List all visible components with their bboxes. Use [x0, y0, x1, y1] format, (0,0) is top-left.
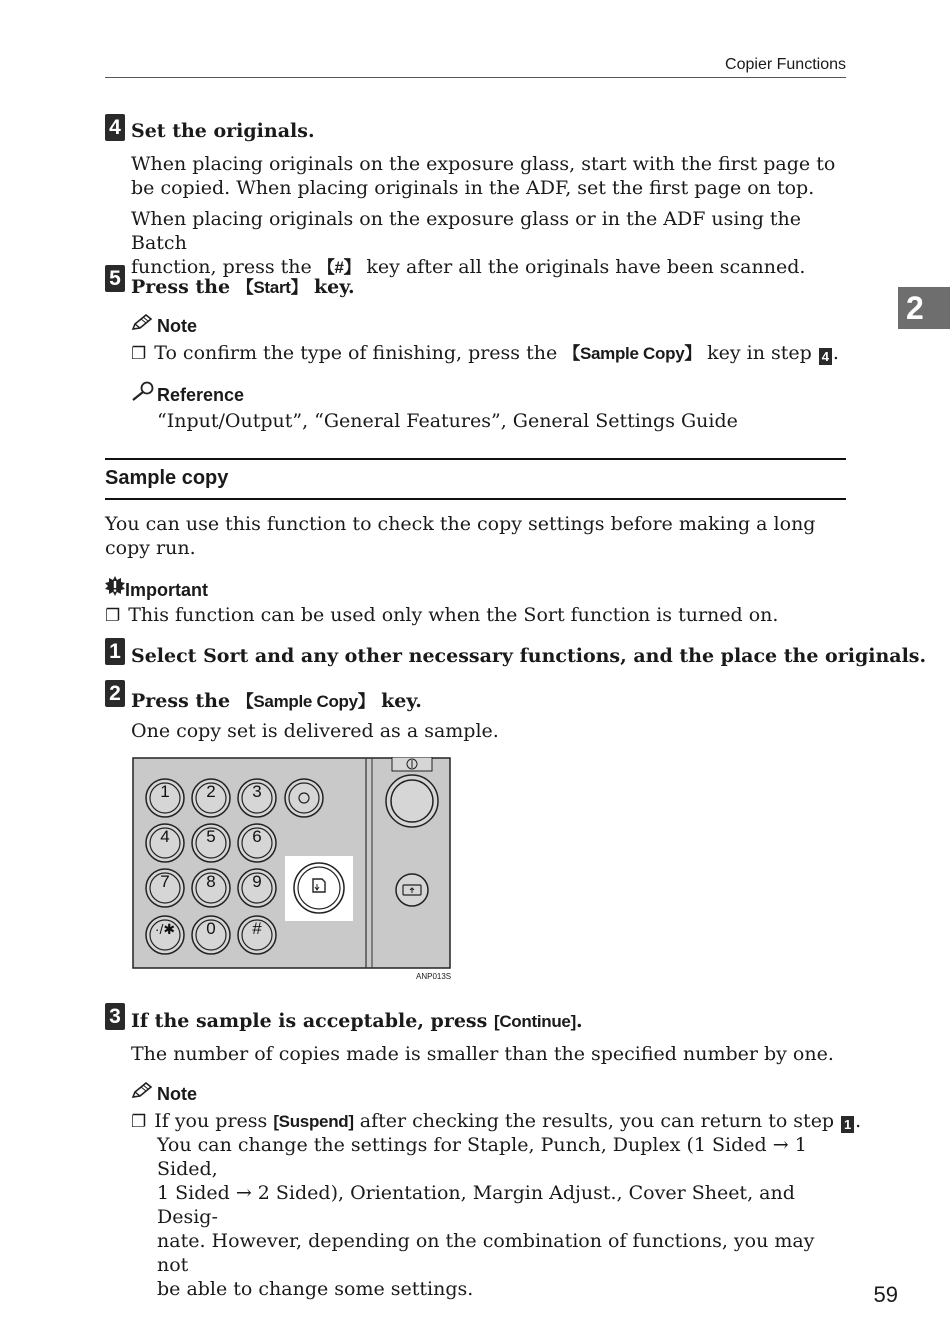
- start-key: [386, 757, 438, 827]
- paragraph-line: When placing originals on the exposure glass or in the ADF using the Batch: [131, 208, 802, 254]
- note-heading: Note: [131, 1082, 197, 1105]
- keypad-key-label: 2: [206, 782, 216, 801]
- magnifier-icon: [131, 381, 153, 406]
- keypad-key-label: 9: [252, 872, 262, 891]
- start-key-label: 【Start】: [236, 278, 308, 297]
- keypad-key: [192, 869, 230, 907]
- step-reference-4: 4: [819, 348, 832, 365]
- step-title: Press the 【Start】 key.: [131, 276, 355, 298]
- keypad-key: [192, 824, 230, 862]
- keypad-key: [192, 916, 230, 954]
- figure-caption: ANP013S: [416, 972, 452, 981]
- keypad-key-label: 1: [160, 782, 170, 801]
- important-heading: Important: [105, 576, 208, 601]
- paragraph-line: function, press the 【#】 key after all the originals have been scanned.: [131, 256, 806, 278]
- note-line: nate. However, depending on the combination of functions, you may not: [157, 1230, 815, 1276]
- checkbox-bullet-icon: ❐: [131, 1112, 147, 1132]
- keypad-key-label: 8: [206, 872, 216, 891]
- note-line: be able to change some settings.: [157, 1278, 474, 1300]
- continue-key-label: [Continue]: [493, 1012, 576, 1031]
- clear-stop-key: [285, 779, 323, 817]
- reference-heading: Reference: [131, 381, 244, 406]
- step-number-4: 4: [105, 114, 125, 141]
- keypad-key: [238, 869, 276, 907]
- step-title: Set the originals.: [131, 120, 315, 142]
- note-heading: Note: [131, 314, 197, 337]
- control-panel-illustration: [132, 757, 452, 970]
- page-number: 59: [873, 1282, 898, 1307]
- step-title: If the sample is acceptable, press [Continue].: [131, 1010, 583, 1032]
- header-rule: [105, 77, 846, 78]
- step-number-2: 2: [105, 680, 125, 707]
- keypad-key-label: 7: [160, 872, 170, 891]
- important-bullet: ❐ This function can be used only when the Sort function is turned on.: [105, 604, 779, 626]
- keypad-key-label: 0: [206, 919, 216, 938]
- reference-text: “Input/Output”, “General Features”, General Settings Guide: [157, 410, 738, 432]
- keypad-key-label: 5: [206, 827, 216, 846]
- interrupt-key: [396, 874, 428, 906]
- step-number-3: 3: [105, 1003, 125, 1030]
- suspend-key-label: [Suspend]: [273, 1112, 354, 1131]
- checkbox-bullet-icon: ❐: [131, 344, 147, 364]
- keypad-key-label: 4: [160, 827, 170, 846]
- note-bullet: ❐ To confirm the type of finishing, press the 【Sample Copy】 key in step 4 .: [131, 342, 839, 364]
- section-intro: You can use this function to check the copy settings before making a long copy run.: [105, 513, 816, 559]
- keypad-key: [146, 824, 184, 862]
- section-rule-top: [105, 458, 846, 460]
- step-number-1: 1: [105, 638, 125, 665]
- keypad-key: [192, 779, 230, 817]
- chapter-tab: 2: [898, 287, 950, 329]
- keypad-key-label: #: [252, 919, 262, 938]
- keypad-key-label: 6: [252, 827, 262, 846]
- hash-key-label: 【#】: [317, 258, 361, 277]
- keypad-key: [146, 916, 184, 954]
- checkbox-bullet-icon: ❐: [105, 606, 121, 626]
- step-reference-1: 1: [841, 1116, 854, 1133]
- keypad-key-label: 3: [252, 782, 262, 801]
- step-paragraph: When placing originals on the exposure glass, start with the first page to be copied. When placing originals in the ADF, set the first page on top.: [131, 153, 836, 199]
- pencil-icon: [131, 314, 153, 337]
- keypad-key: [238, 824, 276, 862]
- keypad-key: [238, 779, 276, 817]
- step-title: Select Sort and any other necessary functions, and the place the originals.: [131, 645, 927, 667]
- sample-copy-key: [294, 863, 344, 913]
- sample-copy-key-label: 【Sample Copy】: [236, 692, 375, 711]
- running-header: Copier Functions: [725, 56, 846, 73]
- keypad-key: [146, 779, 184, 817]
- note-line: You can change the settings for Staple, Punch, Duplex (1 Sided → 1 Sided,: [157, 1134, 807, 1180]
- step-paragraph: One copy set is delivered as a sample.: [131, 720, 499, 742]
- note-continuation: [157, 1133, 847, 1301]
- step-title: Press the 【Sample Copy】 key.: [131, 690, 422, 712]
- note-line: 1 Sided → 2 Sided), Orientation, Margin Adjust., Cover Sheet, and Desig-: [157, 1182, 795, 1228]
- step-number-5: 5: [105, 265, 125, 292]
- pencil-icon: [131, 1082, 153, 1105]
- keypad-key: [238, 916, 276, 954]
- important-icon: [105, 576, 125, 601]
- sample-copy-key-label: 【Sample Copy】: [563, 344, 702, 363]
- keypad-key: [146, 869, 184, 907]
- note-bullet: ❐ If you press [Suspend] after checking the results, you can return to step 1 .: [131, 1110, 862, 1132]
- step-paragraph: The number of copies made is smaller than the specified number by one.: [131, 1043, 834, 1065]
- keypad-key-label: ·/✱: [154, 921, 176, 937]
- section-rule-bottom: [105, 498, 846, 500]
- step-paragraph: [131, 207, 847, 280]
- section-title: Sample copy: [105, 467, 229, 489]
